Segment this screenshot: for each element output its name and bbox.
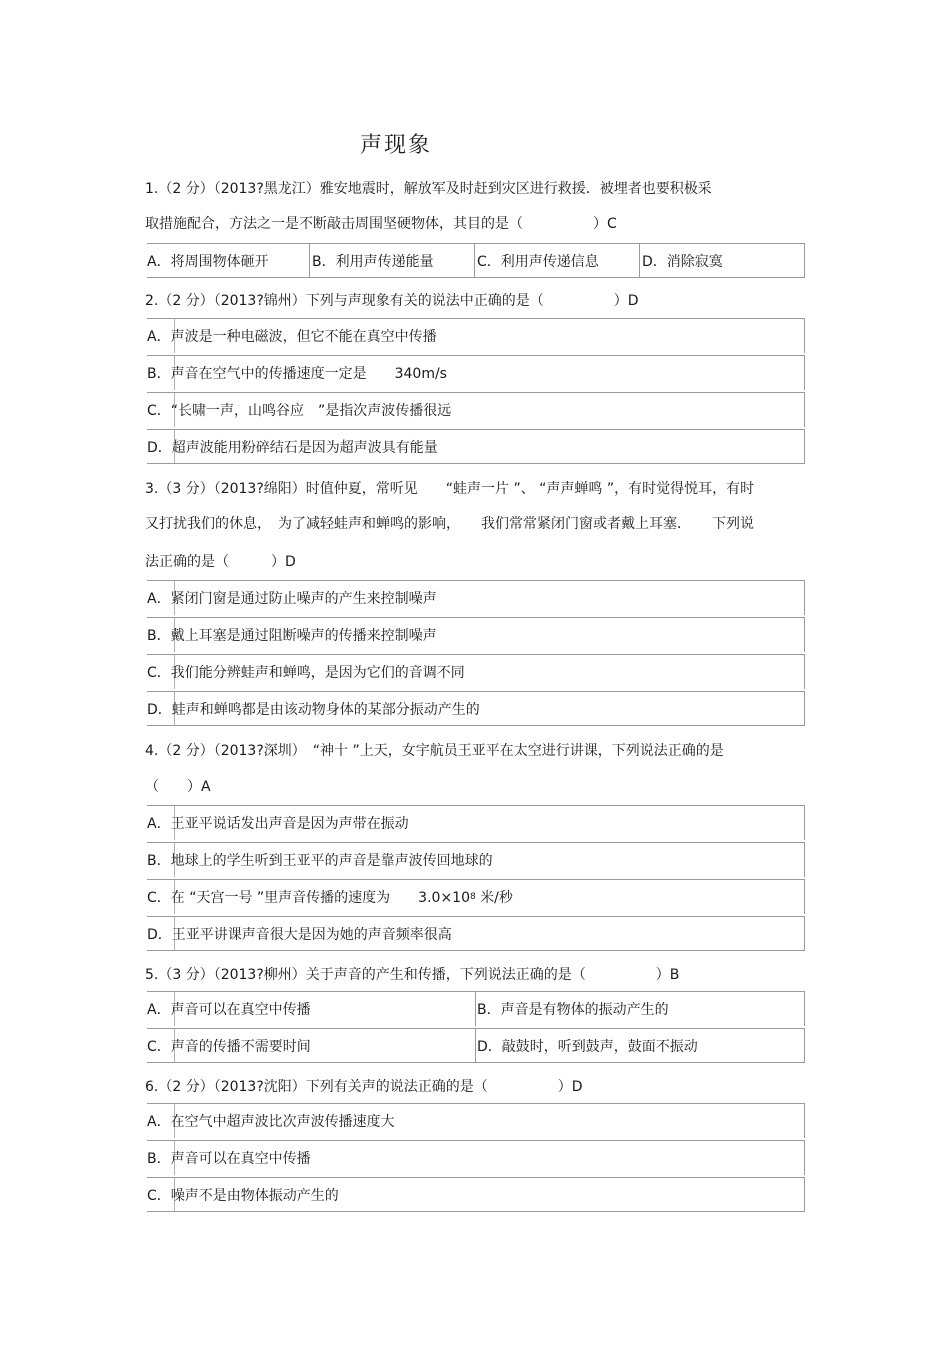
q6-option-a-row: [147, 1103, 805, 1138]
question-1-line-2: 取措施配合，方法之一是不断敲击周围坚硬物体，其目的是（ ）C: [145, 216, 617, 232]
question-1-line-1: 1.（2 分）（2013?黑龙江）雅安地震时，解放军及时赶到灾区进行救援．被埋者也要积极采: [145, 181, 712, 197]
q2-option-b-row: [147, 355, 805, 390]
q3-option-c-row: [147, 654, 805, 689]
q1-option-d: D．消除寂寞: [642, 253, 723, 270]
q4-option-c-exponent: 8: [470, 892, 476, 902]
page-title: 声现象: [360, 133, 433, 158]
q1-option-a: A．将周围物体砸开: [147, 253, 269, 270]
q3-option-d-row: [147, 691, 805, 726]
q2-option-a-row: [147, 318, 805, 353]
q2-option-c-row: [147, 392, 805, 427]
q5-option-c: C．声音的传播不需要时间: [147, 1038, 311, 1055]
q6-option-b: B．声音可以在真空中传播: [147, 1151, 311, 1167]
q4-option-c: [147, 880, 513, 914]
q3-option-d: D．蛙声和蝉鸣都是由该动物身体的某部分振动产生的: [147, 701, 480, 718]
q6-option-b-row: [147, 1140, 805, 1175]
q6-option-a: A．在空气中超声波比次声波传播速度大: [147, 1114, 395, 1130]
question-2-line-1: 2.（2 分）（2013?锦州）下列与声现象有关的说法中正确的是（ ）D: [145, 293, 639, 309]
q4-option-c-row: [147, 879, 805, 914]
q2-option-a: A．声波是一种电磁波，但它不能在真空中传播: [147, 329, 437, 345]
question-3-line-3: 法正确的是（ ）D: [145, 554, 296, 570]
q4-option-a-row: [147, 805, 805, 840]
q5-option-b: B．声音是有物体的振动产生的: [477, 1002, 669, 1018]
question-4-line-2: （ ）A: [145, 779, 211, 795]
q4-option-b-row: [147, 842, 805, 877]
q4-option-a: A．王亚平说话发出声音是因为声带在振动: [147, 816, 409, 832]
q4-option-c-unit: 米/秒: [475, 890, 513, 906]
q2-option-b: B．声音在空气中的传播速度一定是 340m/s: [147, 366, 447, 382]
question-5-line-1: 5.（3 分）（2013?柳州）关于声音的产生和传播，下列说法正确的是（ ）B: [145, 967, 680, 983]
q3-option-c: C．我们能分辨蛙声和蝉鸣，是因为它们的音调不同: [147, 665, 465, 681]
q1-option-c: C．利用声传递信息: [477, 253, 599, 270]
question-1-options-row: [147, 243, 805, 278]
q4-option-d: D．王亚平讲课声音很大是因为她的声音频率很高: [147, 926, 452, 943]
q3-option-a: A．紧闭门窗是通过防止噪声的产生来控制噪声: [147, 591, 437, 607]
q5-options-row-2: [147, 1028, 805, 1063]
q6-option-c: C．噪声不是由物体振动产生的: [147, 1187, 339, 1204]
q2-option-d-row: [147, 429, 805, 464]
q3-option-b-row: [147, 617, 805, 652]
q2-option-d: D．超声波能用粉碎结石是因为超声波具有能量: [147, 439, 438, 456]
q6-option-c-row: [147, 1177, 805, 1212]
q5-options-row-1: [147, 991, 805, 1026]
q4-option-c-text: C．在 “天宫一号 ”里声音传播的速度为 3.0×10: [147, 890, 470, 906]
question-3-line-2: 又打扰我们的休息， 为了减轻蛙声和蝉鸣的影响， 我们常常紧闭门窗或者戴上耳塞． 下列说: [145, 516, 754, 532]
q4-option-b: B．地球上的学生听到王亚平的声音是靠声波传回地球的: [147, 853, 493, 869]
q5-option-d: D．敲鼓时，听到鼓声，鼓面不振动: [477, 1038, 698, 1055]
question-6-line-1: 6.（2 分）（2013?沈阳）下列有关声的说法正确的是（ ）D: [145, 1079, 583, 1095]
q2-option-c: C．“长啸一声，山鸣谷应 ”是指次声波传播很远: [147, 403, 452, 419]
q4-option-d-row: [147, 916, 805, 951]
question-3-line-1: 3.（3 分）（2013?绵阳）时值仲夏，常听见 “蛙声一片 ”、 “声声蝉鸣 ”，有时觉得悦耳，有时: [145, 481, 755, 497]
q1-option-b: B．利用声传递能量: [312, 253, 434, 270]
q3-option-a-row: [147, 580, 805, 615]
question-4-line-1: 4.（2 分）（2013?深圳） “神十 ”上天，女宇航员王亚平在太空进行讲课，下列说法正确的是: [145, 743, 724, 759]
q3-option-b: B．戴上耳塞是通过阻断噪声的传播来控制噪声: [147, 628, 437, 644]
q5-option-a: A．声音可以在真空中传播: [147, 1002, 311, 1018]
